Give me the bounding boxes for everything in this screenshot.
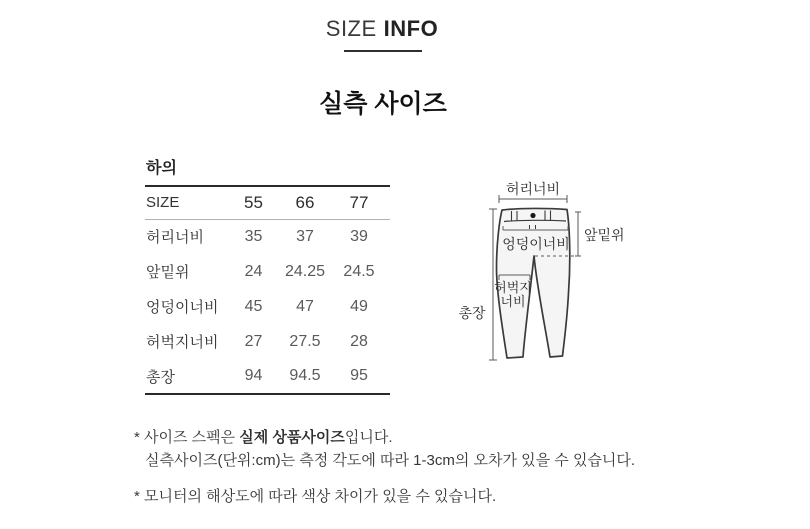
front-rise-label: 앞밑위 bbox=[584, 227, 625, 243]
table-row-total-length bbox=[145, 359, 390, 394]
section-subtitle: 실측 사이즈 bbox=[319, 90, 447, 118]
front-rise-77: 24.5 bbox=[343, 262, 375, 280]
hip-55: 45 bbox=[244, 297, 263, 315]
total-length-77: 95 bbox=[350, 367, 368, 384]
waist-button bbox=[530, 213, 535, 218]
size-table-section bbox=[145, 160, 390, 395]
row-label-thigh: 허벅지너비 bbox=[146, 334, 219, 351]
pants-diagram-svg bbox=[450, 163, 635, 408]
row-label-hip: 엉덩이너비 bbox=[146, 299, 219, 316]
size-col-66: 66 bbox=[282, 186, 328, 219]
waist-66: 37 bbox=[296, 227, 314, 245]
page-title bbox=[0, 16, 764, 42]
note-size-spec bbox=[134, 427, 635, 448]
page-title-bold: INFO bbox=[383, 16, 439, 41]
hip-66: 47 bbox=[296, 297, 314, 315]
row-label-waist: 허리너비 bbox=[146, 229, 204, 247]
row-label-front-rise: 앞밑위 bbox=[146, 264, 190, 281]
size-col-55: 55 bbox=[225, 186, 282, 219]
table-row-waist bbox=[145, 219, 390, 254]
table-row-hip bbox=[145, 289, 390, 324]
note-size-spec-bold: 실제 상품사이즈 bbox=[239, 429, 345, 446]
thigh-width-label-line2: 너비 bbox=[500, 294, 526, 309]
size-header-label: SIZE bbox=[145, 186, 225, 219]
front-rise-55: 24 bbox=[244, 262, 263, 280]
garment-type-label: 하의 bbox=[146, 160, 177, 177]
hip-77: 49 bbox=[350, 297, 368, 315]
row-label-total-length: 총장 bbox=[146, 368, 175, 386]
total-length-55: 94 bbox=[244, 367, 263, 384]
size-col-77: 77 bbox=[328, 186, 390, 219]
title-divider bbox=[344, 50, 422, 52]
total-length-66: 94.5 bbox=[289, 367, 321, 384]
thigh-width-label-line1: 허벅지 bbox=[494, 280, 532, 295]
footer-notes bbox=[134, 427, 635, 507]
note-measure-tolerance: 실측사이즈(단위:cm)는 측정 각도에 따라 1-3cm의 오차가 있을 수 있습니다. bbox=[145, 452, 636, 469]
thigh-66: 27.5 bbox=[289, 332, 321, 350]
waist-77: 39 bbox=[350, 227, 368, 245]
waist-width-label: 허리너비 bbox=[505, 181, 561, 197]
total-length-label: 총장 bbox=[458, 305, 486, 321]
size-header-row bbox=[145, 186, 390, 219]
thigh-55: 27 bbox=[244, 332, 263, 350]
note-size-spec-prefix: * 사이즈 스펙은 bbox=[134, 429, 240, 446]
pants-measurement-diagram bbox=[450, 163, 635, 408]
bottoms-size-table bbox=[145, 185, 390, 395]
page-title-light: SIZE bbox=[325, 16, 377, 41]
thigh-77: 28 bbox=[350, 332, 368, 350]
hip-width-label: 엉덩이너비 bbox=[502, 236, 570, 252]
table-row-front-rise bbox=[145, 254, 390, 289]
waist-55: 35 bbox=[244, 227, 263, 245]
front-rise-measure-line bbox=[575, 212, 581, 256]
note-size-spec-suffix: 입니다. bbox=[344, 429, 393, 446]
table-row-thigh bbox=[145, 324, 390, 359]
note-monitor-color: * 모니터의 해상도에 따라 색상 차이가 있을 수 있습니다. bbox=[134, 488, 497, 505]
front-rise-66: 24.25 bbox=[284, 262, 326, 280]
